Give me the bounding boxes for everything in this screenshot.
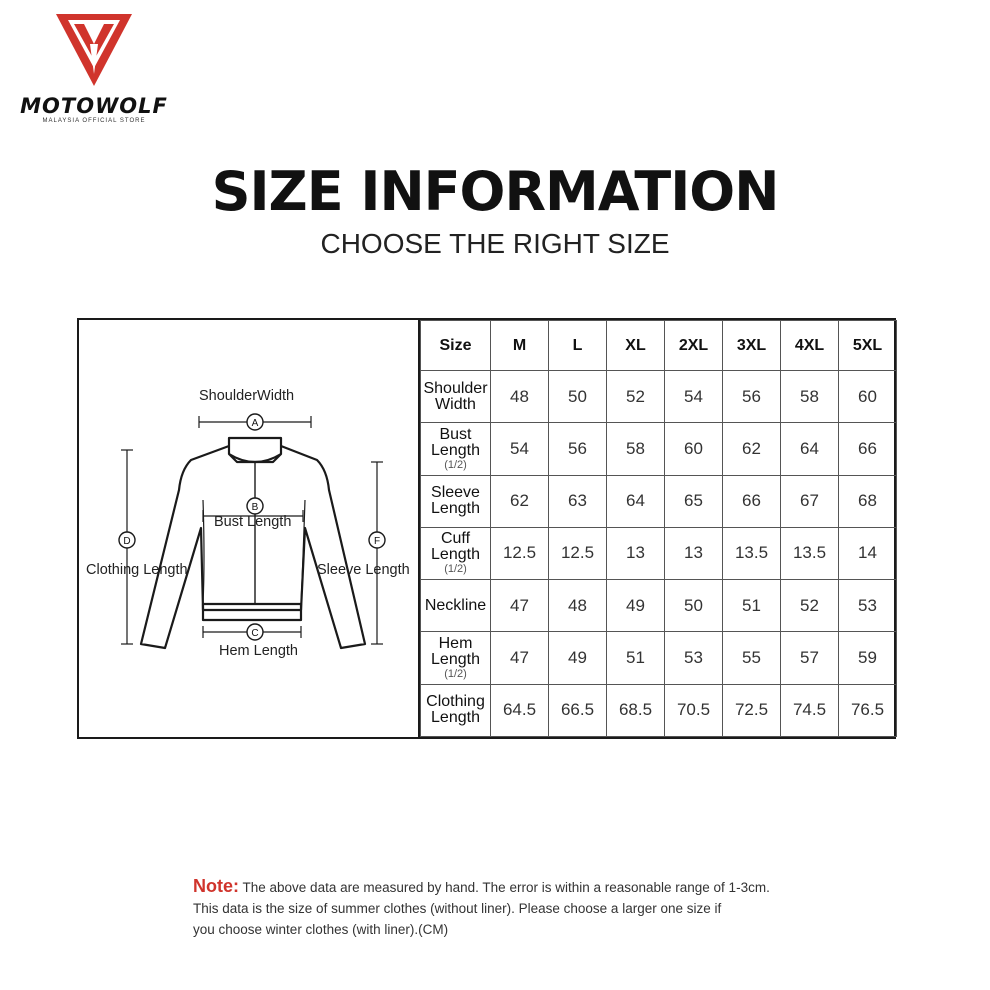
size-cell: 64: [781, 423, 839, 475]
row-label-half-note: (1/2): [444, 563, 467, 576]
size-row: [421, 632, 897, 684]
row-label-line: Clothing: [426, 693, 485, 711]
row-label-half-note: (1/2): [444, 458, 467, 471]
label-bust-length: Bust Length: [214, 514, 292, 530]
label-hem-length: Hem Length: [219, 643, 298, 659]
size-cell: 13: [665, 527, 723, 579]
size-cell: 63: [549, 475, 607, 527]
row-label-line: Cuff: [440, 530, 471, 548]
row-label-line: Width: [435, 395, 476, 413]
size-header-5xl: 5XL: [839, 321, 897, 371]
size-cell: 47: [491, 632, 549, 684]
size-cell: 50: [549, 371, 607, 423]
size-row: [421, 527, 897, 579]
row-label-line: Sleeve: [431, 484, 480, 502]
size-cell: 62: [491, 475, 549, 527]
marker-f: F: [373, 536, 381, 547]
size-table: [420, 320, 897, 737]
size-row-label: [421, 684, 491, 736]
size-cell: 66: [839, 423, 897, 475]
size-header-4xl: 4XL: [781, 321, 839, 371]
size-row-label: [421, 371, 491, 423]
row-label-line: Length: [431, 500, 480, 518]
size-cell: 60: [839, 371, 897, 423]
row-label-line: Hem: [438, 635, 473, 653]
size-cell: 65: [665, 475, 723, 527]
size-cell: 51: [723, 580, 781, 632]
row-label-line: Length: [431, 709, 480, 727]
row-label-half-note: (1/2): [444, 668, 467, 681]
size-cell: 12.5: [549, 527, 607, 579]
label-sleeve-length: Sleeve Length: [317, 562, 410, 578]
size-cell: 57: [781, 632, 839, 684]
size-cell: 74.5: [781, 684, 839, 736]
brand-logo: [14, 10, 174, 124]
row-label-line: Neckline: [424, 596, 487, 614]
size-cell: 49: [607, 580, 665, 632]
size-cell: 54: [491, 423, 549, 475]
row-label-line: Length: [431, 441, 480, 459]
row-label-line: Bust: [439, 425, 472, 443]
size-cell: 53: [665, 632, 723, 684]
size-cell: 51: [607, 632, 665, 684]
size-cell: 56: [549, 423, 607, 475]
size-row: [421, 475, 897, 527]
size-cell: 72.5: [723, 684, 781, 736]
size-cell: 56: [723, 371, 781, 423]
note-text-1: The above data are measured by hand. The error is within a reasonable range of 1-3cm.: [242, 880, 770, 895]
size-row: [421, 684, 897, 736]
size-cell: 55: [723, 632, 781, 684]
size-cell: 58: [781, 371, 839, 423]
size-header-row: [421, 321, 897, 371]
jacket-diagram: [79, 320, 420, 737]
size-cell: 59: [839, 632, 897, 684]
marker-d: D: [123, 536, 131, 547]
size-header-label: Size: [421, 321, 491, 371]
size-cell: 47: [491, 580, 549, 632]
row-label-line: Length: [431, 546, 480, 564]
marker-a: A: [251, 418, 259, 429]
size-row-label: [421, 632, 491, 684]
size-cell: 12.5: [491, 527, 549, 579]
row-label-line: Length: [431, 651, 480, 669]
marker-c: C: [251, 628, 259, 639]
size-header-m: M: [491, 321, 549, 371]
page-title: SIZE INFORMATION: [211, 160, 779, 223]
note-key: Note:: [193, 876, 239, 896]
wolf-shield-logo-icon: [54, 10, 134, 88]
size-note: [193, 876, 893, 940]
size-cell: 62: [723, 423, 781, 475]
size-cell: 54: [665, 371, 723, 423]
size-cell: 66: [723, 475, 781, 527]
size-cell: 64: [607, 475, 665, 527]
size-cell: 60: [665, 423, 723, 475]
note-line-2: This data is the size of summer clothes (without liner). Please choose a larger one size if: [193, 901, 722, 916]
size-row-label: [421, 423, 491, 475]
size-header-xl: XL: [607, 321, 665, 371]
size-cell: 13.5: [723, 527, 781, 579]
size-cell: 76.5: [839, 684, 897, 736]
marker-b: B: [251, 502, 259, 513]
note-line-3: you choose winter clothes (with liner).(CM): [193, 922, 449, 937]
size-cell: 14: [839, 527, 897, 579]
size-cell: 13.5: [781, 527, 839, 579]
row-label-line: Shoulder: [423, 379, 488, 397]
size-cell: 67: [781, 475, 839, 527]
label-clothing-length: Clothing Length: [86, 562, 188, 578]
size-header-l: L: [549, 321, 607, 371]
size-cell: 49: [549, 632, 607, 684]
size-cell: 64.5: [491, 684, 549, 736]
size-cell: 50: [665, 580, 723, 632]
brand-name: MOTOWOLF: [20, 94, 168, 118]
size-cell: 52: [781, 580, 839, 632]
size-row: [421, 580, 897, 632]
size-cell: 66.5: [549, 684, 607, 736]
size-header-3xl: 3XL: [723, 321, 781, 371]
page-subtitle: CHOOSE THE RIGHT SIZE: [320, 228, 670, 259]
size-cell: 70.5: [665, 684, 723, 736]
size-header-2xl: 2XL: [665, 321, 723, 371]
size-row-label: [421, 527, 491, 579]
brand-tagline: MALAYSIA OFFICIAL STORE: [42, 118, 146, 124]
note-line-1: [193, 876, 893, 898]
size-cell: 68: [839, 475, 897, 527]
size-row-label: [421, 580, 491, 632]
size-cell: 13: [607, 527, 665, 579]
size-row-label: [421, 475, 491, 527]
size-row: [421, 423, 897, 475]
size-cell: 68.5: [607, 684, 665, 736]
size-cell: 48: [549, 580, 607, 632]
size-chart: [77, 318, 896, 739]
size-cell: 48: [491, 371, 549, 423]
size-cell: 52: [607, 371, 665, 423]
size-cell: 53: [839, 580, 897, 632]
size-row: [421, 371, 897, 423]
size-cell: 58: [607, 423, 665, 475]
label-shoulder-width: ShoulderWidth: [199, 388, 295, 404]
